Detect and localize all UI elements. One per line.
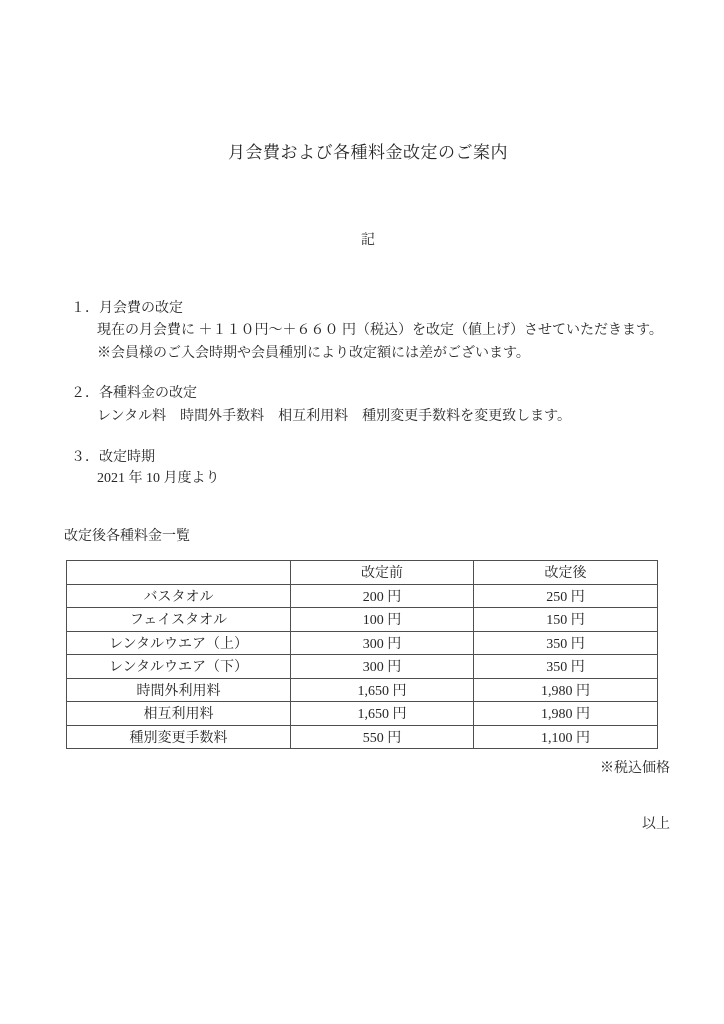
section-1-line-1: 現在の月会費に ＋１１０円～＋６６０ 円（税込）を改定（値上げ）させていただきます。 [97, 323, 663, 338]
table-row [67, 725, 658, 749]
section-2-heading: ２．各種料金の改定 [71, 386, 197, 401]
price-after: 350 円 [474, 655, 658, 679]
price-after: 1,980 円 [474, 678, 658, 702]
table-row [67, 655, 658, 679]
tax-included-note: ※税込価格 [600, 761, 670, 776]
row-label: レンタルウエア（上） [67, 631, 291, 655]
price-after: 1,980 円 [474, 702, 658, 726]
row-label: バスタオル [67, 584, 291, 608]
table-row [67, 608, 658, 632]
table-row [67, 584, 658, 608]
row-label: 時間外利用料 [67, 678, 291, 702]
price-before: 550 円 [291, 725, 474, 749]
table-header-row [67, 561, 658, 585]
header-cell-after: 改定後 [474, 561, 658, 585]
price-after: 1,100 円 [474, 725, 658, 749]
fee-table-label: 改定後各種料金一覧 [64, 529, 190, 544]
row-label: フェイスタオル [67, 608, 291, 632]
fee-table [66, 560, 658, 749]
page-title: 月会費および各種料金改定のご案内 [228, 143, 508, 162]
price-before: 1,650 円 [291, 678, 474, 702]
section-1-heading: １．月会費の改定 [71, 301, 183, 316]
section-3-line-1: 2021 年 10 月度より [97, 471, 220, 486]
table-row [67, 631, 658, 655]
price-after: 250 円 [474, 584, 658, 608]
section-3-heading: ３．改定時期 [71, 450, 155, 465]
price-before: 100 円 [291, 608, 474, 632]
price-before: 200 円 [291, 584, 474, 608]
row-label: 種別変更手数料 [67, 725, 291, 749]
price-after: 150 円 [474, 608, 658, 632]
price-before: 300 円 [291, 631, 474, 655]
price-after: 350 円 [474, 631, 658, 655]
table-row [67, 678, 658, 702]
row-label: レンタルウエア（下） [67, 655, 291, 679]
table-row [67, 702, 658, 726]
section-2-line-1: レンタル料 時間外手数料 相互利用料 種別変更手数料を変更致します。 [97, 409, 571, 424]
header-cell-item [67, 561, 291, 585]
row-label: 相互利用料 [67, 702, 291, 726]
price-before: 1,650 円 [291, 702, 474, 726]
record-marker: 記 [361, 233, 375, 248]
header-cell-before: 改定前 [291, 561, 474, 585]
closing-marker: 以上 [642, 817, 670, 832]
price-before: 300 円 [291, 655, 474, 679]
section-1-line-2: ※会員様のご入会時期や会員種別により改定額には差がございます。 [97, 346, 530, 361]
